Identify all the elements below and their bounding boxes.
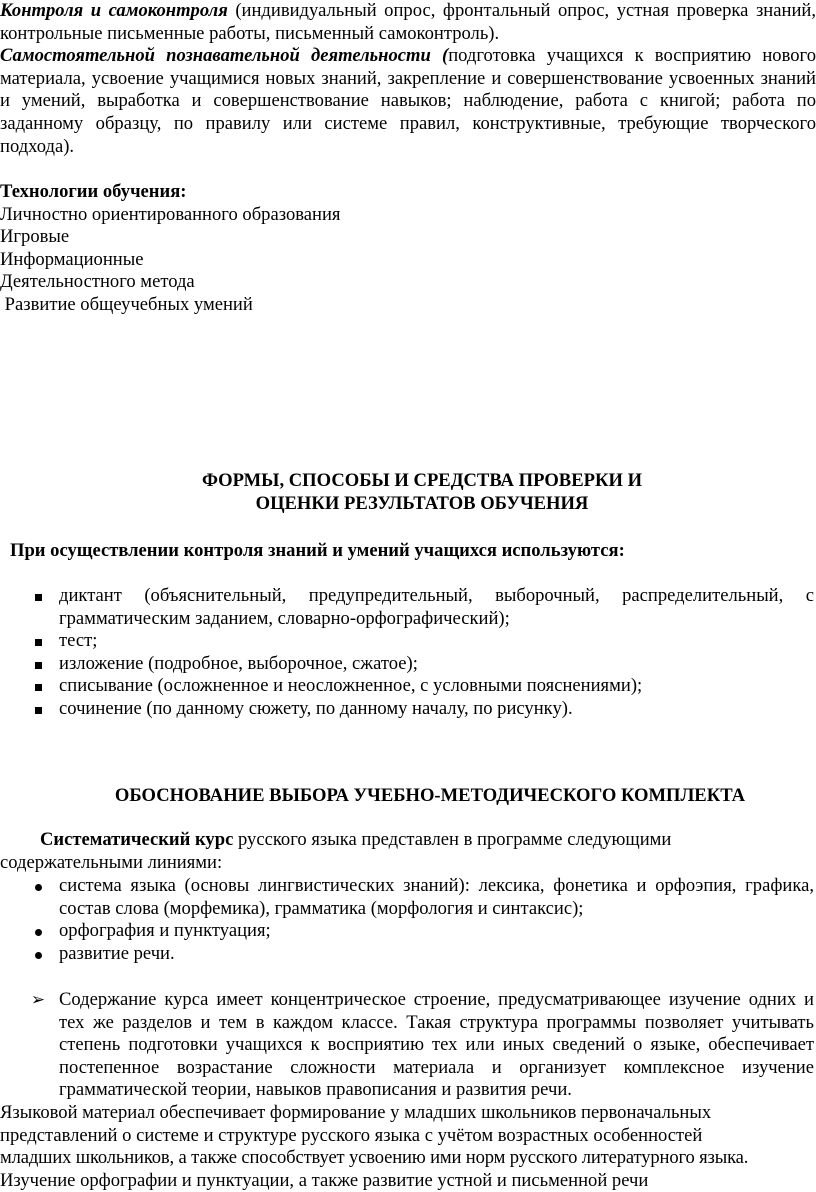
forms-section-title: [14, 470, 816, 515]
round-bullet-icon: [35, 952, 42, 959]
list-item: тест;: [0, 630, 816, 653]
round-bullet-icon: [35, 884, 42, 891]
umk-lead-line1: Систематический курс русского языка представлен в программе следующими: [40, 829, 672, 850]
square-bullet-icon: [35, 707, 42, 714]
square-bullet-icon: [35, 662, 42, 669]
umk-lead: [0, 829, 816, 874]
control-text: (индивидуальный опрос, фронтальный опрос, устная проверка знаний, контрольные письменные работы, письменный самоконтроль).: [0, 0, 816, 44]
closing-line: Языковой материал обеспечивает формирование у младших школьников первоначальных: [0, 1102, 712, 1123]
umk-lead-line2: содержательными линиями:: [0, 851, 223, 873]
independent-text: подготовка учащихся к восприятию нового материала, усвоение учащимися новых знаний, закрепление и совершенствование усвоенных знаний и умений, выработка и совершенствование навыков; наблюдение, работа с книгой; работа по заданному образцу, по правилу или системе правил, конструктивные, требующие творческого подхода).: [0, 45, 816, 157]
technology-item: Деятельностного метода: [0, 271, 195, 293]
technologies-heading: Технологии обучения:: [0, 181, 187, 202]
forms-list: [0, 585, 816, 721]
umk-lead-bold: Систематический курс: [40, 829, 234, 850]
technology-item: Игровые: [0, 226, 70, 248]
umk-arrow-block: [0, 989, 816, 1102]
list-item: орфография и пунктуация;: [0, 920, 816, 943]
closing-line: Изучение орфографии и пунктуации, а также развитие устной и письменной речи: [0, 1169, 649, 1191]
forms-lead: При осуществлении контроля знаний и умений учащихся используются:: [10, 540, 625, 561]
umk-list: [0, 875, 816, 965]
technologies-block: [0, 181, 816, 317]
list-item: изложение (подробное, выборочное, сжатое);: [0, 653, 816, 676]
list-item: ➢ Содержание курса имеет концентрическое строение, предусматривающее изучение одних и тех же разделов и тем в каждом классе. Такая структура программы позволяет учитывать степень подготовки учащихся к восприятию тех или иных сведений о языке, обеспечивает постепенное возрастание сложности материала и организует комплексное изучение грамматической теории, навыков правописания и развития речи.: [30, 989, 814, 1101]
list-item: списывание (осложненное и неосложненное, с условными пояснениями);: [0, 675, 816, 698]
forms-list-block: [0, 585, 816, 721]
umk-arrow-list: [0, 989, 816, 1102]
square-bullet-icon: [35, 594, 42, 601]
round-bullet-icon: [35, 929, 42, 936]
technology-item: Личностно ориентированного образования: [0, 203, 341, 225]
closing-line: представлений о системе и структуре русского языка с учётом возрастных особенностей: [0, 1124, 703, 1146]
closing-line: младших школьников, а также способствует усвоению ими норм русского литературного языка.: [0, 1147, 749, 1169]
list-item: система языка (основы лингвистических знаний): лексика, фонетика и орфоэпия, графика, состав слова (морфемика), грамматика (морфология и синтаксис);: [0, 875, 816, 920]
umk-closing: [0, 1102, 816, 1192]
square-bullet-icon: [35, 684, 42, 691]
list-item: диктант (объяснительный, предупредительный, выборочный, распределительный, с грамматическим заданием, словарно-орфографический);: [0, 585, 816, 630]
independent-term: Самостоятельной познавательной деятельности (: [0, 45, 449, 67]
list-item: сочинение (по данному сюжету, по данному началу, по рисунку).: [0, 698, 816, 721]
intro-block: [0, 0, 816, 158]
technology-item: Информационные: [0, 248, 144, 270]
umk-list-block: [0, 875, 816, 965]
arrow-bullet-icon: ➢: [30, 990, 46, 1010]
list-item: развитие речи.: [0, 943, 816, 966]
independent-paragraph: [0, 45, 816, 158]
technology-item: Развитие общеучебных умений: [0, 293, 253, 315]
control-paragraph: [0, 0, 816, 45]
forms-title-line1: ФОРМЫ, СПОСОБЫ И СРЕДСТВА ПРОВЕРКИ И: [201, 470, 643, 491]
forms-title-line2: ОЦЕНКИ РЕЗУЛЬТАТОВ ОБУЧЕНИЯ: [255, 492, 589, 514]
square-bullet-icon: [35, 639, 42, 646]
umk-section-title: ОБОСНОВАНИЕ ВЫБОРА УЧЕБНО-МЕТОДИЧЕСКОГО КОМПЛЕКТА: [114, 785, 746, 806]
control-term: Контроля и самоконтроля: [0, 0, 228, 21]
